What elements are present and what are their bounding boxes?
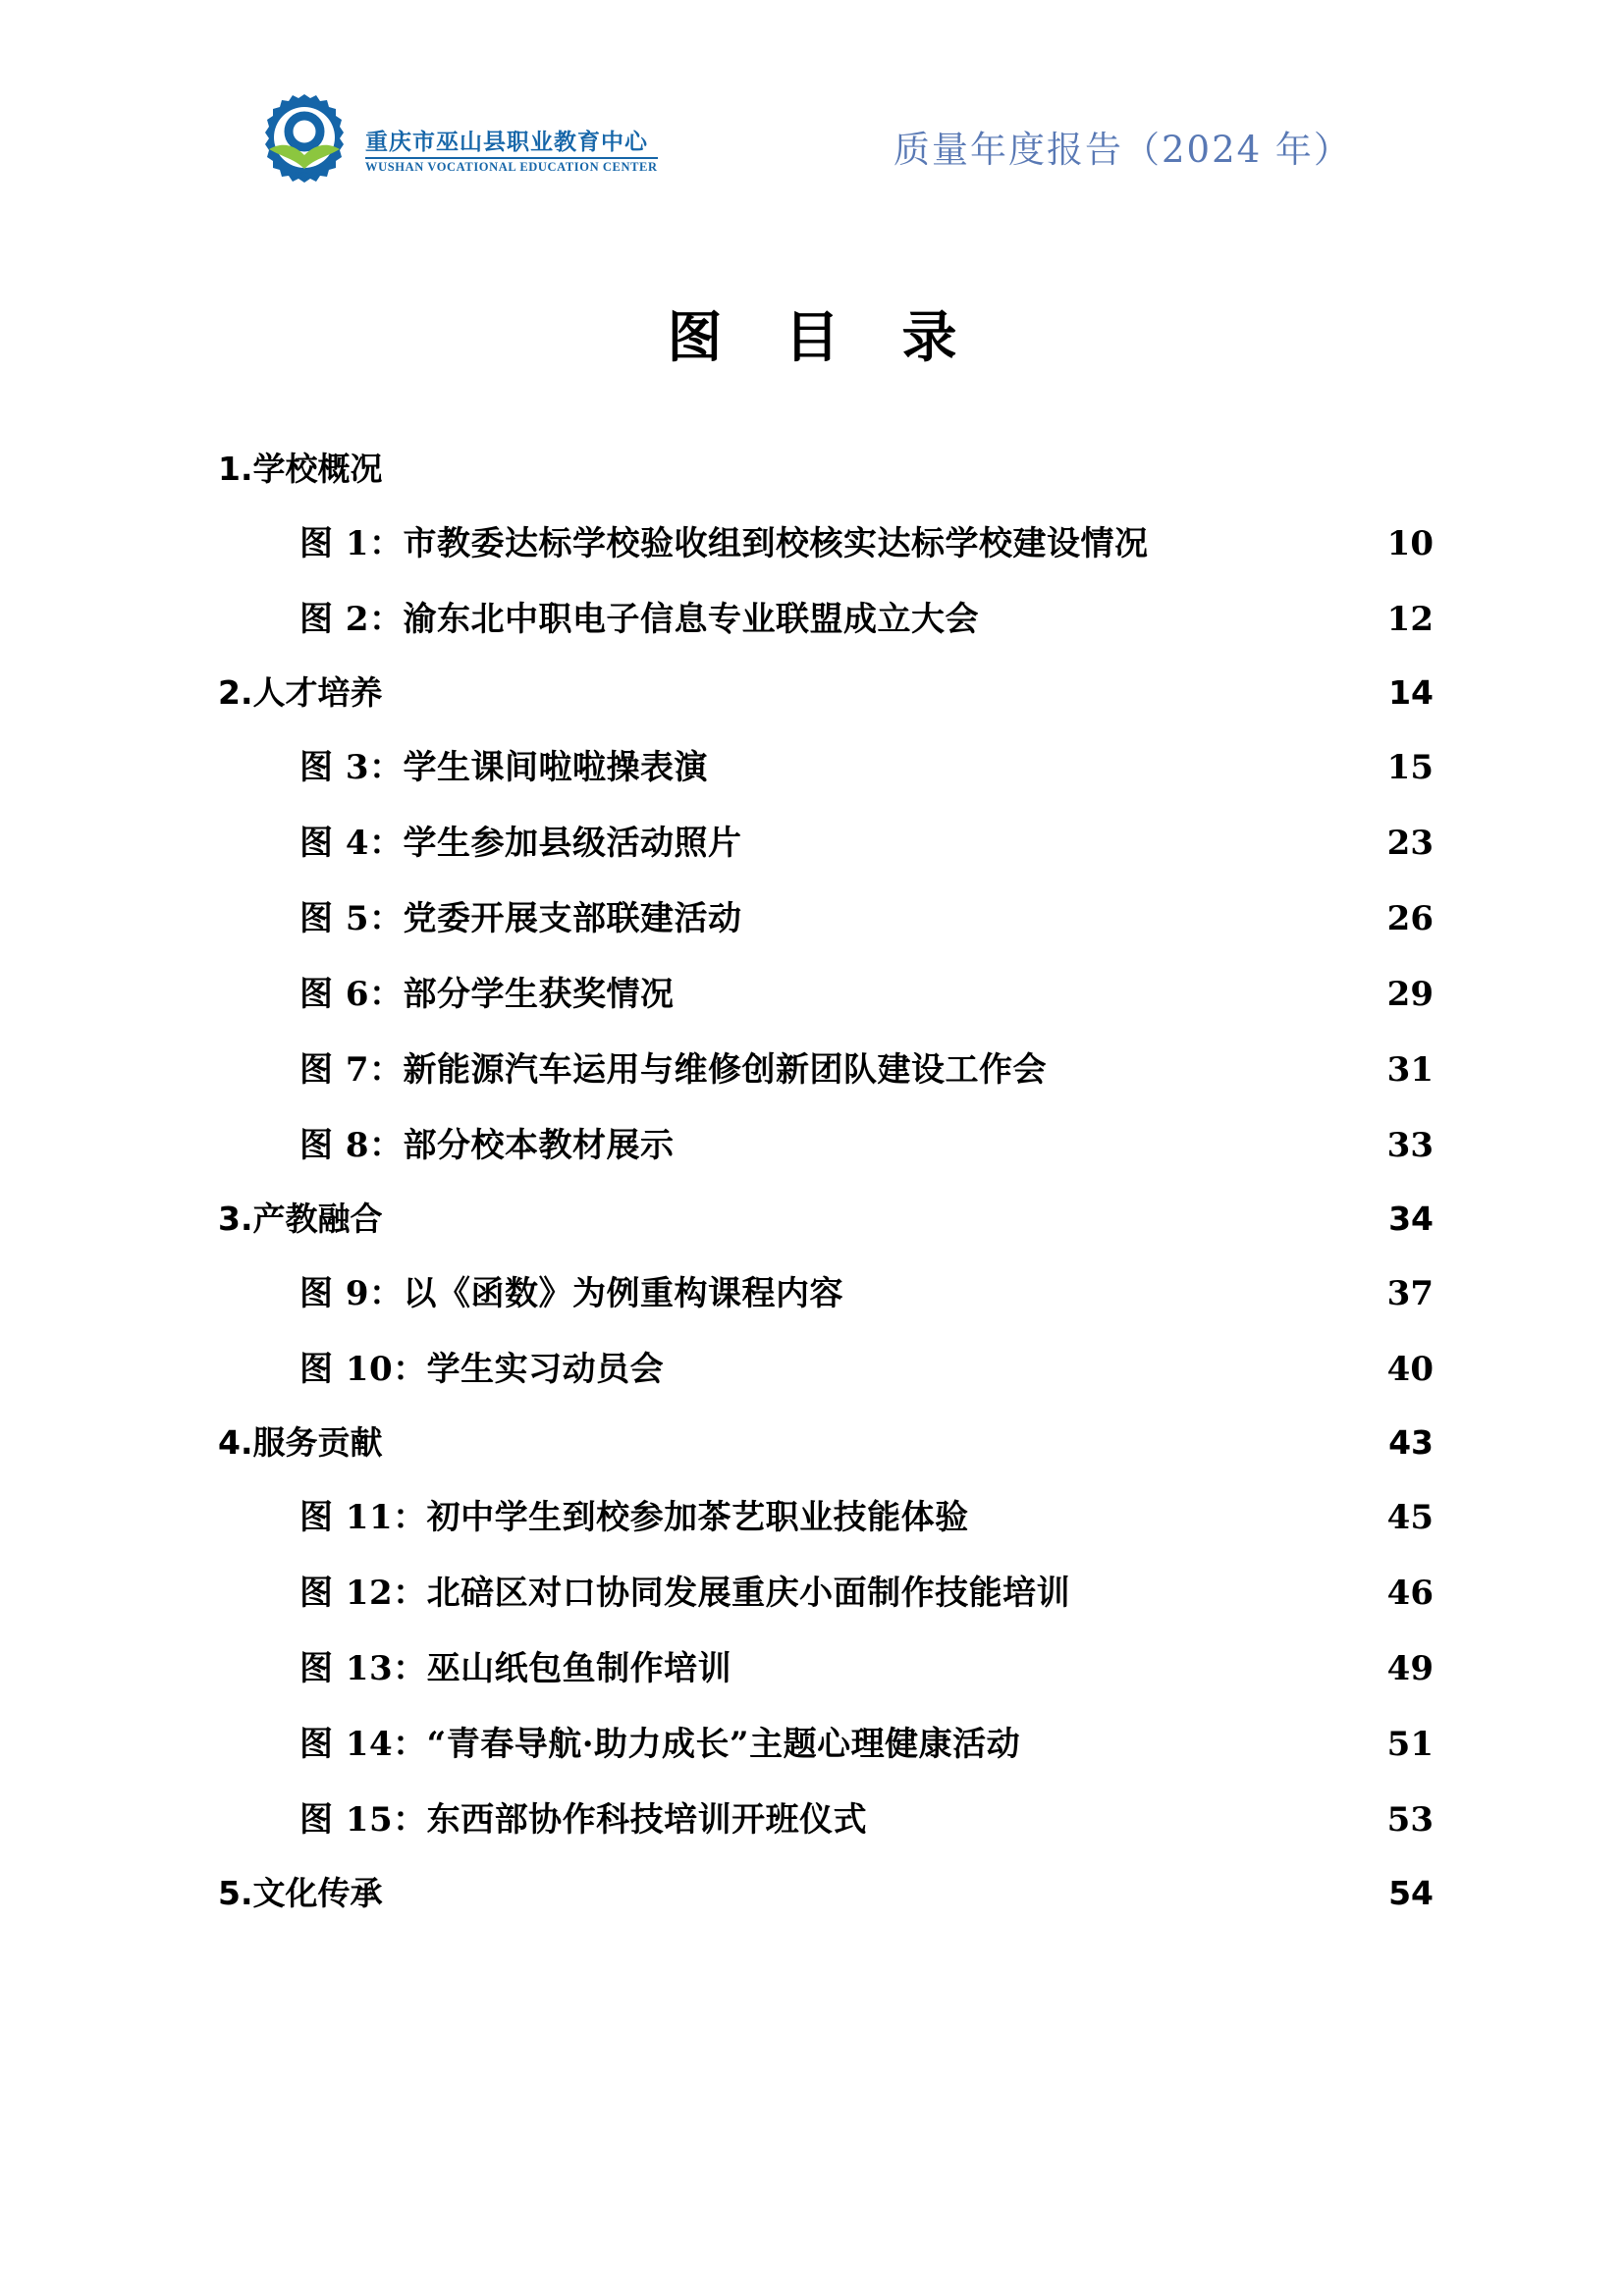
logo-divider	[365, 157, 658, 159]
toc-entry-label: 图 15：东西部协作科技培训开班仪式	[299, 1800, 868, 1840]
toc-page-number: 49	[1386, 1649, 1434, 1688]
toc-figure-row[interactable]	[0, 1266, 1624, 1342]
toc-page-number: 51	[1386, 1725, 1434, 1764]
toc-page-number: 53	[1386, 1800, 1434, 1840]
toc-entry-label: 图 7：新能源汽车运用与维修创新团队建设工作会	[299, 1050, 1047, 1090]
toc-entry-label: 图 11：初中学生到校参加茶艺职业技能体验	[299, 1498, 969, 1537]
toc-figure-row[interactable]	[0, 891, 1624, 967]
toc-page-number: 15	[1386, 748, 1434, 787]
toc-entry-label: 图 14：“青春导航·助力成长”主题心理健康活动	[299, 1725, 1021, 1764]
toc-figure-row[interactable]	[0, 1792, 1624, 1868]
toc-page-number: 46	[1386, 1574, 1434, 1613]
toc-page-number: 54	[1388, 1874, 1434, 1912]
logo-english-name: WUSHAN VOCATIONAL EDUCATION CENTER	[365, 159, 658, 174]
toc-page-number: 10	[1386, 524, 1434, 563]
toc-section-row[interactable]	[0, 444, 1624, 516]
toc-section-row[interactable]	[0, 667, 1624, 740]
toc-page-number: 43	[1388, 1423, 1434, 1462]
document-header	[0, 79, 1624, 196]
toc-entry-label: 图 12：北碚区对口协同发展重庆小面制作技能培训	[299, 1574, 1071, 1613]
toc-page-number: 23	[1386, 824, 1434, 863]
toc-figure-row[interactable]	[0, 816, 1624, 891]
toc-section-row[interactable]	[0, 1194, 1624, 1266]
toc-page-number: 31	[1386, 1050, 1434, 1090]
toc-page-number: 45	[1386, 1498, 1434, 1537]
toc-entry-label: 图 8：部分校本教材展示	[299, 1126, 675, 1165]
toc-page-number: 34	[1388, 1200, 1434, 1238]
toc-figure-row[interactable]	[0, 516, 1624, 592]
logo-monogram: WSZJ	[290, 170, 319, 182]
toc-entry-label: 图 4：学生参加县级活动照片	[299, 824, 742, 863]
toc-entry-label: 3.产教融合	[218, 1200, 383, 1238]
toc-entry-label: 图 2：渝东北中职电子信息专业联盟成立大会	[299, 600, 979, 639]
toc-page-number: 14	[1388, 673, 1434, 712]
report-header-title: 质量年度报告（2024 年）	[893, 129, 1352, 171]
toc-figure-row[interactable]	[0, 1042, 1624, 1118]
table-of-contents	[0, 444, 1624, 1941]
toc-entry-label: 4.服务贡献	[218, 1423, 383, 1462]
logo-wordmark	[365, 105, 658, 175]
toc-entry-label: 1.学校概况	[218, 450, 383, 488]
toc-figure-row[interactable]	[0, 1490, 1624, 1566]
school-logo	[253, 88, 658, 190]
toc-entry-label: 图 1：市教委达标学校验收组到校核实达标学校建设情况	[299, 524, 1149, 563]
toc-page-number: 29	[1386, 975, 1434, 1014]
toc-page-number: 12	[1386, 600, 1434, 639]
toc-page-number: 33	[1386, 1126, 1434, 1165]
toc-entry-label: 5.文化传承	[218, 1874, 383, 1912]
logo-chinese-name: 重庆市巫山县职业教育中心	[365, 129, 648, 155]
toc-page-number: 37	[1386, 1274, 1434, 1313]
toc-page-number: 40	[1386, 1350, 1434, 1389]
toc-figure-row[interactable]	[0, 1118, 1624, 1194]
toc-entry-label: 图 9：以《函数》为例重构课程内容	[299, 1274, 843, 1313]
toc-entry-label: 图 6：部分学生获奖情况	[299, 975, 675, 1014]
toc-figure-row[interactable]	[0, 592, 1624, 667]
toc-figure-row[interactable]	[0, 1566, 1624, 1641]
toc-figure-row[interactable]	[0, 1717, 1624, 1792]
toc-figure-row[interactable]	[0, 1641, 1624, 1717]
toc-figure-row[interactable]	[0, 740, 1624, 816]
toc-entry-label: 图 13：巫山纸包鱼制作培训	[299, 1649, 732, 1688]
page-title: 图 目 录	[667, 305, 979, 370]
toc-section-row[interactable]	[0, 1417, 1624, 1490]
toc-figure-row[interactable]	[0, 1342, 1624, 1417]
school-emblem-icon	[253, 88, 355, 190]
toc-entry-label: 图 3：学生课间啦啦操表演	[299, 748, 708, 787]
toc-figure-row[interactable]	[0, 967, 1624, 1042]
toc-entry-label: 图 5：党委开展支部联建活动	[299, 899, 742, 938]
toc-entry-label: 图 10：学生实习动员会	[299, 1350, 665, 1389]
toc-page-number: 26	[1386, 899, 1434, 938]
toc-section-row[interactable]	[0, 1868, 1624, 1941]
toc-entry-label: 2.人才培养	[218, 673, 383, 712]
